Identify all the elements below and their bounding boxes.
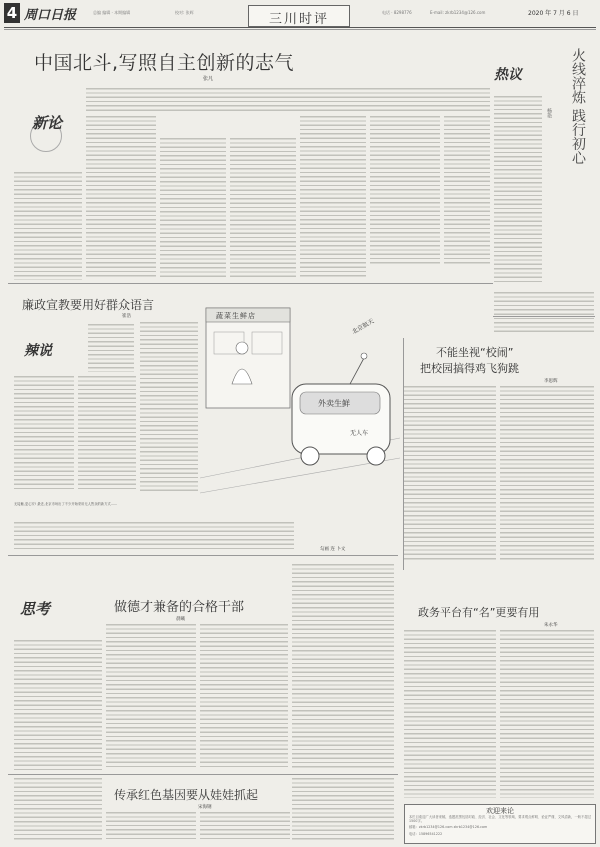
main-lead — [86, 88, 490, 114]
left-mid-author: 崔浩 — [122, 314, 131, 319]
bottom-col-3 — [200, 624, 288, 770]
main-col-1 — [14, 172, 82, 280]
section-title-box — [248, 5, 350, 27]
contrib-box — [404, 804, 596, 844]
cartoon — [200, 288, 400, 498]
right-mid-rule — [403, 338, 404, 570]
main-col-2 — [86, 116, 156, 279]
side-right-author: 杨艳 — [546, 108, 552, 118]
contrib-body: 本栏目欢迎广大读者来稿，选题范围包括时政、经济、社会、文化等领域，要求观点鲜明、论证严谨、文风清新，一般不超过1500字。 — [409, 815, 591, 824]
main-author: 张凡 — [203, 76, 214, 82]
masthead — [0, 0, 600, 36]
caption-filler — [14, 522, 294, 552]
bottom2-col-3 — [200, 812, 290, 842]
side-right-col-2 — [494, 292, 594, 332]
main-title: 中国北斗,写照自主创新的志气 — [34, 52, 295, 74]
meta-right: 电话 · 8298776 — [382, 10, 412, 15]
reyi-tag — [492, 60, 542, 90]
bottom-col-2 — [106, 624, 196, 770]
right-low-col-1 — [404, 630, 496, 798]
right-mid-col-2 — [500, 386, 594, 562]
bottom-col-1 — [14, 640, 102, 770]
cartoon-road-sign: 北京航天 — [351, 317, 376, 336]
bottom2-col-4 — [292, 778, 394, 842]
right-low-col-2 — [500, 630, 594, 798]
lashuo-label: 辣说 — [24, 343, 52, 359]
right-mid-title-2: 把校园搞得鸡飞狗跳 — [420, 362, 519, 375]
masthead-rule — [4, 27, 596, 28]
contrib-title: 欢迎来论 — [486, 807, 514, 815]
date: 2020 年 7 月 6 日 — [528, 10, 579, 17]
reyi-label: 热议 — [494, 67, 522, 83]
xinlun-label: 新论 — [32, 114, 63, 132]
bottom2-col-1 — [14, 778, 102, 842]
cartoon-credit: 勾画 连 卜文 — [320, 547, 346, 552]
lashuo-tag — [16, 330, 80, 366]
left-mid-title: 廉政宣教要用好群众语言 — [22, 298, 155, 312]
contrib-phone: 电话：15896541222 — [409, 832, 443, 836]
left-mid-col-2 — [14, 376, 74, 492]
bottom-rule — [8, 774, 398, 775]
side-right-col-1 — [494, 96, 542, 284]
bottom-left-title: 做德才兼备的合格干部 — [114, 600, 245, 615]
right-mid-col-1 — [404, 386, 496, 562]
main-col-5 — [300, 116, 366, 279]
bottom-left-author: 晨曦 — [176, 617, 185, 622]
cartoon-van-tag: 无人车 — [350, 430, 369, 437]
meta-left: 总编 编辑 · 本期编辑 — [93, 10, 131, 15]
cartoon-van-label: 外卖生鲜 — [318, 399, 350, 408]
left-mid-bottom-rule — [8, 555, 398, 556]
masthead-rule-2 — [4, 29, 596, 30]
xinlun-tag — [12, 100, 84, 170]
side-right-title: 火线淬炼 践行初心 — [570, 48, 586, 165]
sikao-tag — [14, 588, 84, 638]
right-mid-title-1: 不能坐视“校闹” — [436, 346, 514, 359]
main-col-6 — [370, 116, 440, 266]
left-mid-col-1 — [88, 324, 134, 372]
main-col-4 — [230, 138, 296, 279]
sikao-label: 思考 — [20, 600, 51, 618]
email: E-mail: zkrb1234@126.com — [430, 10, 486, 15]
contrib-email: 邮箱：zkrb1234@126.com zkrb1234@126.com — [409, 825, 488, 829]
bottom2-col-2 — [106, 812, 196, 842]
right-low-author: 朱永华 — [544, 623, 558, 628]
right-mid-author: 李思辉 — [544, 379, 558, 384]
left-mid-col-4 — [140, 322, 198, 492]
section-title: 三川时评 — [268, 12, 329, 27]
bottom-col-4 — [292, 564, 394, 770]
bottom2-title: 传承红色基因要从娃娃抓起 — [114, 788, 259, 802]
page-number-badge: 4 — [4, 3, 20, 23]
cartoon-shop-sign: 蔬菜生鲜店 — [216, 312, 256, 320]
meta-mid: 校对: 张辉 — [175, 10, 194, 15]
right-low-title: 政务平台有“名”更要有用 — [418, 606, 540, 619]
left-mid-col-3 — [78, 376, 136, 492]
main-bottom-rule — [8, 283, 493, 284]
main-col-7 — [444, 116, 490, 266]
paper-name: 周口日报 — [24, 8, 77, 23]
main-col-3 — [160, 138, 226, 279]
side-right-rule — [493, 316, 595, 317]
cartoon-caption: 无接触,更心安! 最近,北京市场出了不少开始采用无人售卖的新方式…… — [14, 502, 118, 506]
bottom2-author: 宋海钢 — [198, 805, 212, 810]
